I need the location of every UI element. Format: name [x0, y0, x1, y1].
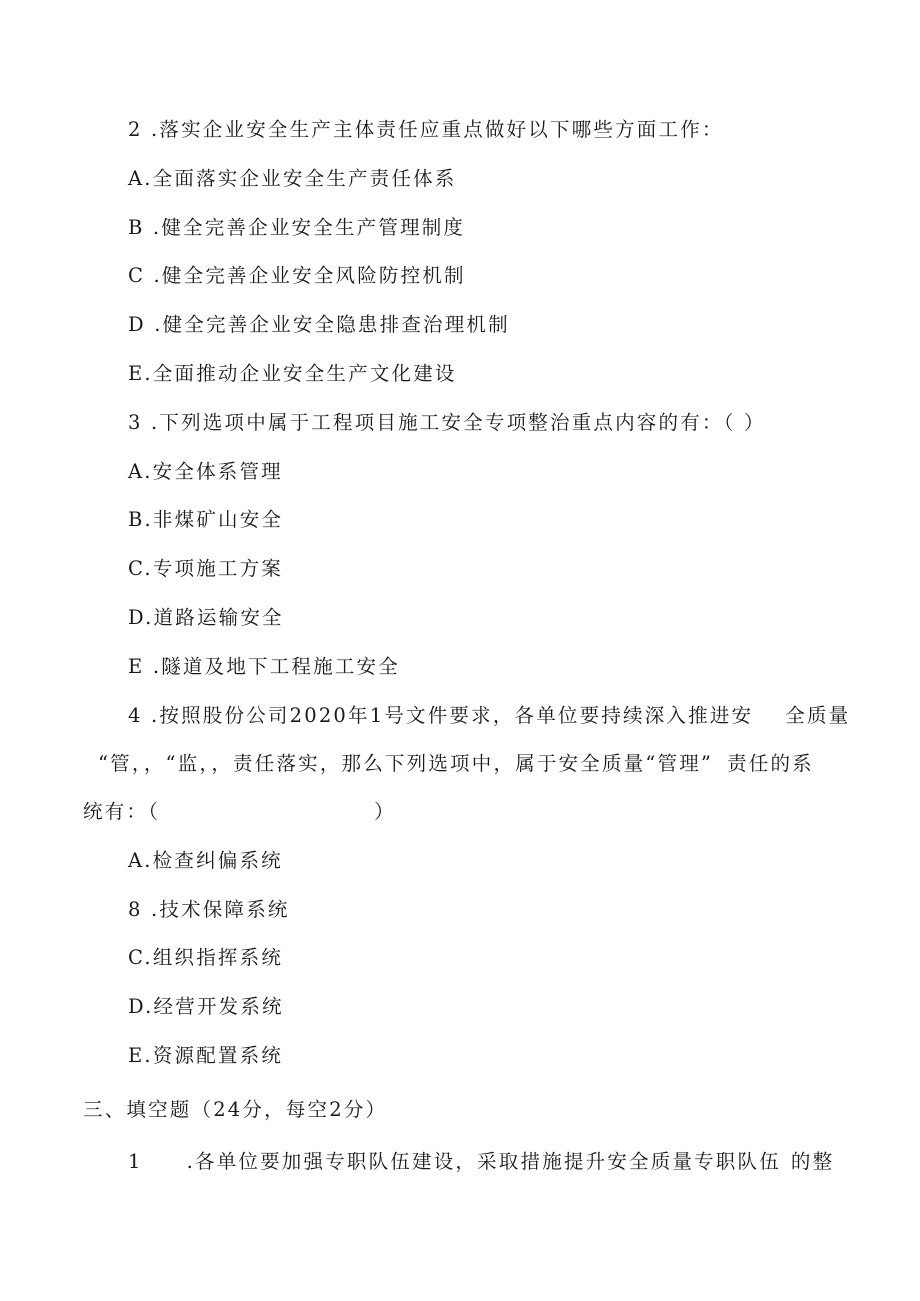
question-4-stem-line-1 [128, 704, 850, 727]
fill-question-1 [128, 1150, 834, 1173]
question-2-option-c: C .健全完善企业安全风险防控机制 [128, 264, 466, 287]
question-2-option-b: B .健全完善企业安全生产管理制度 [128, 216, 466, 239]
question-4-option-d: D.经营开发系统 [128, 995, 284, 1018]
question-4-stem-line-3 [83, 800, 396, 823]
question-2-option-d: D .健全完善企业安全隐患排查治理机制 [128, 313, 510, 336]
question-3-option-a: A.安全体系管理 [128, 460, 283, 483]
question-4-stem-line-2-part-a: “管，，“监，，责任落实，那么下列选项中，属于安全质量“管理” [98, 752, 714, 775]
fill-question-1-text-a: .各单位要加强专职队伍建设，采取措施提升安全质量专职队伍 [186, 1150, 781, 1173]
question-2-option-e: E.全面推动企业安全生产文化建设 [128, 362, 457, 385]
question-4-option-e: E.资源配置系统 [128, 1044, 284, 1067]
question-2-stem: 2 .落实企业安全生产主体责任应重点做好以下哪些方面工作： [128, 118, 724, 141]
question-4-stem-line-2-part-b: 责任的系 [727, 752, 814, 775]
section-title-fill-in-blank: 三、填空题（24分，每空2分） [83, 1098, 388, 1121]
question-3-option-b: B.非煤矿山安全 [128, 508, 284, 531]
question-4-stem-line-1-part-a: 4 .按照股份公司2020年1号文件要求，各单位要持续深入推进安 [128, 704, 754, 727]
question-4-stem-line-3-part-a: 统有：（ [83, 800, 161, 823]
question-4-stem-line-1-part-b: 全质量 [785, 704, 851, 727]
question-3-option-c: C.专项施工方案 [128, 557, 284, 580]
question-4-option-b: 8 .技术保障系统 [128, 898, 290, 921]
question-4-stem-line-2 [98, 752, 814, 775]
question-4-option-a: A.检查纠偏系统 [128, 849, 283, 872]
question-3-stem: 3 .下列选项中属于工程项目施工安全专项整治重点内容的有：（ ） [128, 411, 766, 434]
question-3-option-d: D.道路运输安全 [128, 606, 284, 629]
question-3-option-e: E .隧道及地下工程施工安全 [128, 655, 400, 678]
question-4-option-c: C.组织指挥系统 [128, 946, 284, 969]
question-4-stem-line-3-part-b: ） [374, 800, 396, 823]
question-2-option-a: A.全面落实企业安全生产责任体系 [128, 167, 457, 190]
fill-question-1-text-b: 的整 [790, 1150, 835, 1173]
fill-question-1-number: 1 [128, 1150, 143, 1173]
